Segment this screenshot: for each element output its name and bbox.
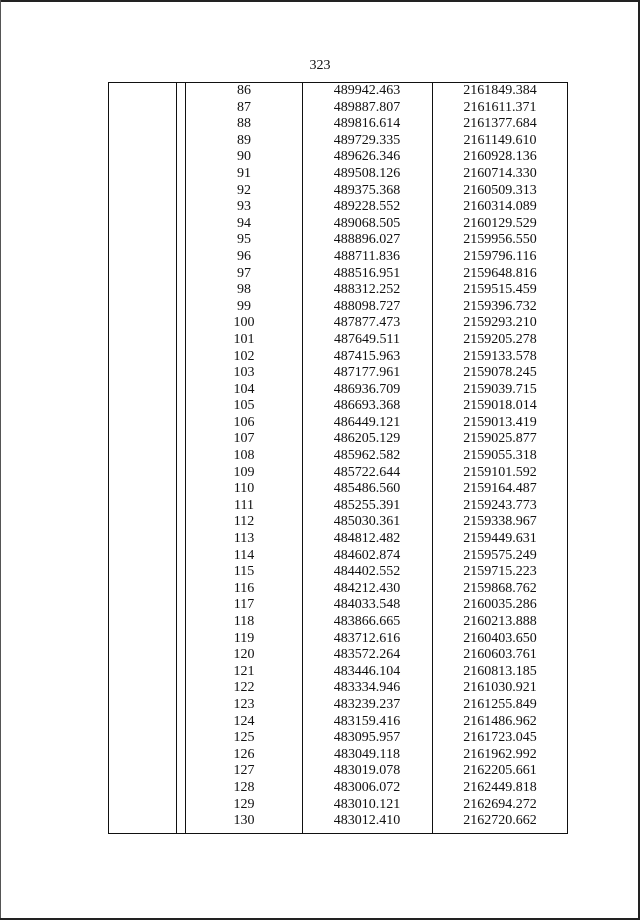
- y-coordinate-cell: 2159025.877: [463, 431, 537, 447]
- table-row: [0, 299, 640, 316]
- y-coordinate-cell: 2162449.818: [463, 779, 537, 795]
- x-coordinate-cell: 489942.463: [333, 83, 401, 98]
- point-id-cell: 87: [237, 99, 251, 115]
- table-row: [0, 697, 640, 714]
- y-coordinate-cell: 2159648.816: [463, 265, 537, 281]
- table-row: [0, 531, 640, 548]
- y-coordinate-cell: 2159133.578: [463, 348, 537, 364]
- table-row: [0, 365, 640, 382]
- point-id-cell: 109: [233, 464, 255, 480]
- y-coordinate-cell: 2159078.245: [463, 365, 537, 381]
- y-coordinate-cell: 2161723.045: [463, 730, 537, 746]
- y-coordinate-cell: 2159164.487: [463, 481, 537, 497]
- y-coordinate-cell: 2160035.286: [463, 597, 537, 613]
- y-coordinate-cell: 2159243.773: [463, 497, 537, 513]
- table-row: [0, 349, 640, 366]
- point-id-cell: 130: [233, 813, 255, 829]
- table-row: [0, 680, 640, 697]
- table-row: [0, 183, 640, 200]
- x-coordinate-cell: 485030.361: [333, 514, 401, 530]
- y-coordinate-cell: 2159515.459: [463, 282, 537, 298]
- point-id-cell: 127: [233, 763, 255, 779]
- point-id-cell: 115: [233, 564, 255, 580]
- x-coordinate-cell: 484602.874: [333, 547, 401, 563]
- x-coordinate-cell: 483006.072: [333, 779, 401, 795]
- y-coordinate-cell: 2159575.249: [463, 547, 537, 563]
- point-id-cell: 112: [233, 514, 255, 530]
- point-id-cell: 96: [237, 248, 251, 264]
- point-id-cell: 101: [233, 331, 255, 347]
- x-coordinate-cell: 487177.961: [333, 365, 401, 381]
- y-coordinate-cell: 2159396.732: [463, 298, 537, 314]
- x-coordinate-cell: 486936.709: [333, 381, 401, 397]
- y-coordinate-cell: 2162720.662: [463, 813, 537, 829]
- table-row: [0, 714, 640, 731]
- x-coordinate-cell: 483712.616: [333, 630, 401, 646]
- point-id-cell: 118: [233, 614, 255, 629]
- table-row: [0, 431, 640, 448]
- table-row: [0, 149, 640, 166]
- x-coordinate-cell: 483572.264: [333, 647, 401, 663]
- y-coordinate-cell: 2160509.313: [463, 182, 537, 198]
- x-coordinate-cell: 488098.727: [333, 298, 401, 314]
- table-row: [0, 100, 640, 117]
- x-coordinate-cell: 489508.126: [333, 165, 401, 181]
- y-coordinate-cell: 2160314.089: [463, 199, 537, 215]
- table-row: [0, 498, 640, 515]
- table-row: [0, 166, 640, 183]
- y-coordinate-cell: 2159205.278: [463, 331, 537, 347]
- x-coordinate-cell: 489626.346: [333, 149, 401, 165]
- table-row: [0, 514, 640, 531]
- point-id-cell: 110: [233, 481, 255, 497]
- y-coordinate-cell: 2160928.136: [463, 149, 537, 165]
- point-id-cell: 99: [237, 298, 251, 314]
- y-coordinate-cell: 2160813.185: [463, 663, 537, 679]
- point-id-cell: 91: [237, 165, 251, 181]
- y-coordinate-cell: 2159018.014: [463, 398, 537, 414]
- point-id-cell: 111: [234, 497, 254, 513]
- x-coordinate-cell: 484212.430: [333, 580, 401, 596]
- y-coordinate-cell: 2161849.384: [463, 83, 537, 98]
- table-row: [0, 266, 640, 283]
- y-coordinate-cell: 2161255.849: [463, 696, 537, 712]
- point-id-cell: 108: [233, 448, 255, 464]
- x-coordinate-cell: 488711.836: [334, 248, 400, 264]
- x-coordinate-cell: 488312.252: [333, 282, 401, 298]
- point-id-cell: 92: [237, 182, 251, 198]
- table-row: [0, 564, 640, 581]
- y-coordinate-cell: 2160714.330: [463, 165, 537, 181]
- x-coordinate-cell: 489816.614: [333, 116, 401, 132]
- x-coordinate-cell: 483334.946: [333, 680, 401, 696]
- point-id-cell: 86: [237, 83, 251, 98]
- point-id-cell: 105: [233, 398, 255, 414]
- x-coordinate-cell: 483159.416: [333, 713, 401, 729]
- table-row: [0, 797, 640, 814]
- table-body: [0, 83, 640, 830]
- point-id-cell: 126: [233, 746, 255, 762]
- table-row: [0, 332, 640, 349]
- point-id-cell: 124: [233, 713, 255, 729]
- y-coordinate-cell: 2159796.116: [463, 248, 537, 264]
- table-row: [0, 581, 640, 598]
- y-coordinate-cell: 2159055.318: [463, 448, 537, 464]
- table-row: [0, 631, 640, 648]
- table-row: [0, 763, 640, 780]
- table-row: [0, 83, 640, 100]
- y-coordinate-cell: 2161486.962: [463, 713, 537, 729]
- table-row: [0, 199, 640, 216]
- y-coordinate-cell: 2160213.888: [463, 614, 537, 629]
- point-id-cell: 122: [233, 680, 255, 696]
- point-id-cell: 107: [233, 431, 255, 447]
- table-row: [0, 282, 640, 299]
- x-coordinate-cell: 489729.335: [333, 132, 401, 148]
- table-row: [0, 398, 640, 415]
- table-row: [0, 730, 640, 747]
- y-coordinate-cell: 2161030.921: [463, 680, 537, 696]
- y-coordinate-cell: 2159449.631: [463, 531, 537, 547]
- point-id-cell: 100: [233, 315, 255, 331]
- point-id-cell: 121: [233, 663, 255, 679]
- point-id-cell: 119: [233, 630, 255, 646]
- y-coordinate-cell: 2159039.715: [463, 381, 537, 397]
- x-coordinate-cell: 485255.391: [333, 497, 401, 513]
- point-id-cell: 117: [233, 597, 255, 613]
- scan-border-top: [0, 0, 640, 2]
- point-id-cell: 90: [237, 149, 251, 165]
- table-row: [0, 747, 640, 764]
- table-row: [0, 382, 640, 399]
- table-row: [0, 448, 640, 465]
- y-coordinate-cell: 2159338.967: [463, 514, 537, 530]
- table-row: [0, 780, 640, 797]
- x-coordinate-cell: 487415.963: [333, 348, 401, 364]
- point-id-cell: 93: [237, 199, 251, 215]
- x-coordinate-cell: 483866.665: [333, 614, 401, 629]
- y-coordinate-cell: 2159868.762: [463, 580, 537, 596]
- point-id-cell: 114: [233, 547, 255, 563]
- x-coordinate-cell: 483446.104: [333, 663, 401, 679]
- table-row: [0, 249, 640, 266]
- x-coordinate-cell: 488516.951: [333, 265, 401, 281]
- y-coordinate-cell: 2162694.272: [463, 796, 537, 812]
- y-coordinate-cell: 2159293.210: [463, 315, 537, 331]
- table-row: [0, 315, 640, 332]
- y-coordinate-cell: 2159101.592: [463, 464, 537, 480]
- y-coordinate-cell: 2159013.419: [463, 414, 537, 430]
- x-coordinate-cell: 483049.118: [334, 746, 400, 762]
- y-coordinate-cell: 2159715.223: [463, 564, 537, 580]
- y-coordinate-cell: 2162205.661: [463, 763, 537, 779]
- table-row: [0, 415, 640, 432]
- y-coordinate-cell: 2160603.761: [463, 647, 537, 663]
- y-coordinate-cell: 2161149.610: [463, 132, 537, 148]
- x-coordinate-cell: 489068.505: [333, 215, 401, 231]
- x-coordinate-cell: 489887.807: [333, 99, 401, 115]
- x-coordinate-cell: 484033.548: [333, 597, 401, 613]
- point-id-cell: 97: [237, 265, 251, 281]
- x-coordinate-cell: 489375.368: [333, 182, 401, 198]
- x-coordinate-cell: 487877.473: [333, 315, 401, 331]
- x-coordinate-cell: 487649.511: [334, 331, 400, 347]
- x-coordinate-cell: 484402.552: [333, 564, 401, 580]
- point-id-cell: 116: [233, 580, 255, 596]
- x-coordinate-cell: 484812.482: [333, 531, 401, 547]
- point-id-cell: 103: [233, 365, 255, 381]
- x-coordinate-cell: 486693.368: [333, 398, 401, 414]
- table-row: [0, 116, 640, 133]
- y-coordinate-cell: 2160403.650: [463, 630, 537, 646]
- table-row: [0, 647, 640, 664]
- x-coordinate-cell: 485962.582: [333, 448, 401, 464]
- x-coordinate-cell: 488896.027: [333, 232, 401, 248]
- table-row: [0, 813, 640, 830]
- y-coordinate-cell: 2161377.684: [463, 116, 537, 132]
- x-coordinate-cell: 483239.237: [333, 696, 401, 712]
- point-id-cell: 95: [237, 232, 251, 248]
- point-id-cell: 102: [233, 348, 255, 364]
- x-coordinate-cell: 483010.121: [333, 796, 401, 812]
- x-coordinate-cell: 483019.078: [333, 763, 401, 779]
- point-id-cell: 128: [233, 779, 255, 795]
- table-row: [0, 614, 640, 631]
- table-row: [0, 548, 640, 565]
- point-id-cell: 129: [233, 796, 255, 812]
- point-id-cell: 89: [237, 132, 251, 148]
- table-row: [0, 465, 640, 482]
- table-row: [0, 232, 640, 249]
- table-row: [0, 481, 640, 498]
- x-coordinate-cell: 483012.410: [333, 813, 401, 829]
- y-coordinate-cell: 2161962.992: [463, 746, 537, 762]
- point-id-cell: 113: [233, 531, 255, 547]
- point-id-cell: 88: [237, 116, 251, 132]
- point-id-cell: 123: [233, 696, 255, 712]
- y-coordinate-cell: 2159956.550: [463, 232, 537, 248]
- point-id-cell: 94: [237, 215, 251, 231]
- point-id-cell: 104: [233, 381, 255, 397]
- point-id-cell: 106: [233, 414, 255, 430]
- page-number: 323: [309, 58, 331, 73]
- table-row: [0, 664, 640, 681]
- x-coordinate-cell: 485486.560: [333, 481, 401, 497]
- x-coordinate-cell: 483095.957: [333, 730, 401, 746]
- point-id-cell: 98: [237, 282, 251, 298]
- table-row: [0, 597, 640, 614]
- x-coordinate-cell: 486449.121: [333, 414, 401, 430]
- point-id-cell: 125: [233, 730, 255, 746]
- y-coordinate-cell: 2160129.529: [463, 215, 537, 231]
- x-coordinate-cell: 486205.129: [333, 431, 401, 447]
- x-coordinate-cell: 489228.552: [333, 199, 401, 215]
- point-id-cell: 120: [233, 647, 255, 663]
- table-row: [0, 216, 640, 233]
- table-row: [0, 133, 640, 150]
- y-coordinate-cell: 2161611.371: [463, 99, 537, 115]
- x-coordinate-cell: 485722.644: [333, 464, 401, 480]
